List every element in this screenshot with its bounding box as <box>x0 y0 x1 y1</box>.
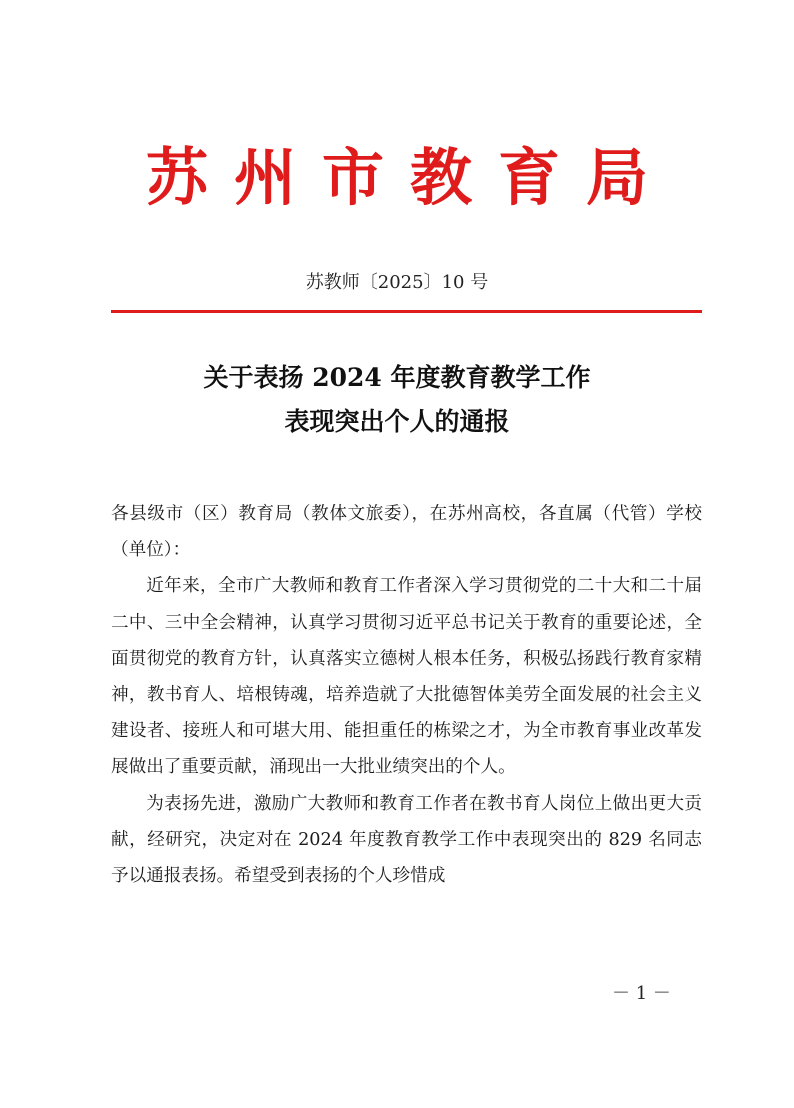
body-paragraph-1: 近年来，全市广大教师和教育工作者深入学习贯彻党的二十大和二十届二中、三中全会精神，认真学习贯彻习近平总书记关于教育的重要论述，全面贯彻党的教育方针，认真落实立德树人根本任务，积极弘扬践行教育家精神，教书育人、培根铸魂，培养造就了大批德智体美劳全面发展的社会主义建设者、接班人和可堪大用、能担重任的栋梁之才，为全市教育事业改革发展做出了重要贡献，涌现出一大批业绩突出的个人。 <box>111 576 702 778</box>
document-body <box>111 496 702 894</box>
body-paragraph-2: 为表扬先进，激励广大教师和教育工作者在教书育人岗位上做出更大贡献，经研究，决定对在 2024 年度教育教学工作中表现突出的 829 名同志予以通报表扬。希望受到表扬的个人珍惜成 <box>111 793 702 887</box>
title-line-2: 表现突出个人的通报 <box>284 407 510 436</box>
title-line-1: 关于表扬 2024 年度教育教学工作 <box>203 363 591 392</box>
page-number: － 1 － <box>612 983 671 1004</box>
document-title <box>0 356 794 444</box>
masthead-title: 苏州市教育局 <box>145 141 674 214</box>
red-divider-line <box>111 310 702 313</box>
salutation: 各县级市（区）教育局（教体文旅委），在苏州高校，各直属（代管）学校（单位）： <box>111 504 702 561</box>
document-number: 苏教师〔2025〕10 号 <box>305 272 489 293</box>
